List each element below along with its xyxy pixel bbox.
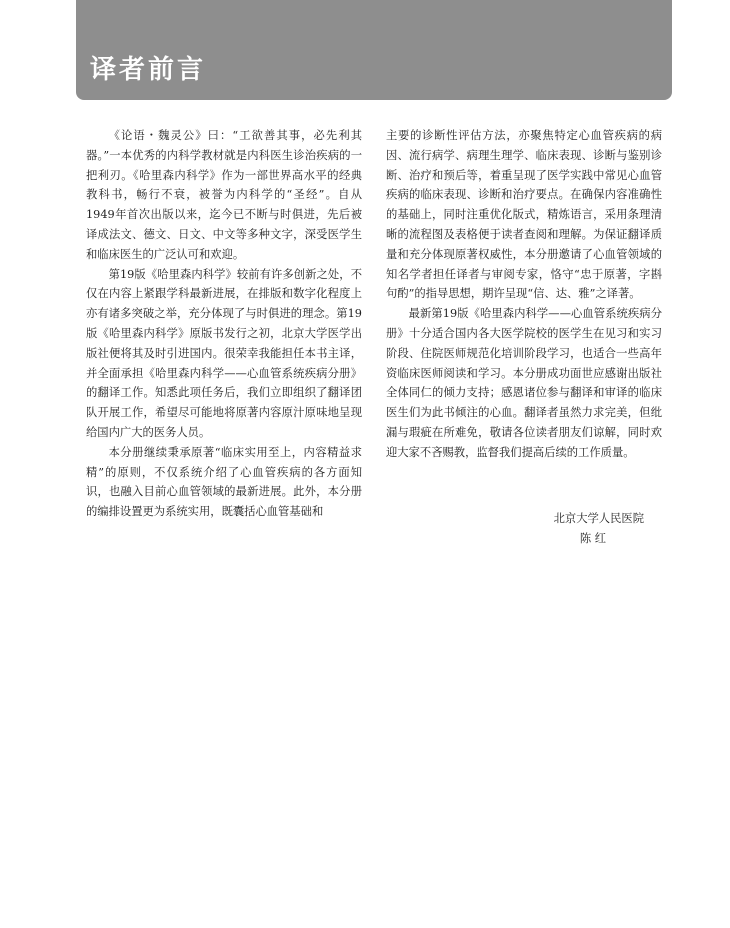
page-title: 译者前言 (90, 55, 207, 85)
paragraph-continued: 主要的诊断性评估方法，亦聚焦特定心血管疾病的病因、流行病学、病理生理学、临床表现、诊断与鉴别诊断、治疗和预后等，着重呈现了医学实践中常见心血管疾病的临床表现、诊断和治疗要点。在确保内容准确性的基础上，同时注重优化版式，精炼语言，采用条理清晰的流程图及表格便于读者查阅和理解。为保证翻译质量和充分体现原著权威性，本分册邀请了心血管领域的知名学者担任译者与审阅专家，恪守“忠于原著，字斟句酌”的指导思想，期许呈现“信、达、雅”之译著。 (386, 129, 662, 301)
signature-institution: 北京大学人民医院 (553, 512, 644, 525)
paragraph: 第19版《哈里森内科学》较前有许多创新之处，不仅在内容上紧跟学科最新进展，在排版和数字化程度上亦有诸多突破之举，充分体现了与时俱进的理念。第19版《哈里森内科学》原版书发行之初，北京大学医学出版社便将其及时引进国内。很荣幸我能担任本书主译，并全面承担《哈里森内科学——心血管系统疾病分册》的翻译工作。知悉此项任务后，我们立即组织了翻译团队开展工作，希望尽可能地将原著内容原汁原味地呈现给国内广大的医务人员。 (86, 267, 362, 439)
left-column (86, 126, 362, 522)
paragraph: 《论语・魏灵公》曰：“工欲善其事，必先利其器。”一本优秀的内科学教材就是内科医生诊治疾病的一把利刃。《哈里森内科学》作为一部世界高水平的经典教科书，畅行不衰，被誉为内科学的“圣经”。自从1949年首次出版以来，迄今已不断与时俱进，先后被译成法文、德文、日文、中文等多种文字，深受医学生和临床医生的广泛认可和欢迎。 (86, 129, 362, 261)
signature-name: 陈 红 (579, 531, 606, 545)
paragraph: 本分册继续秉承原著“临床实用至上，内容精益求精”的原则，不仅系统介绍了心血管疾病的各方面知识，也融入目前心血管领域的最新进展。此外，本分册的编排设置更为系统实用，既囊括心血管基础和 (86, 445, 362, 519)
paragraph: 最新第19版《哈里森内科学——心血管系统疾病分册》十分适合国内各大医学院校的医学生在见习和实习阶段、住院医师规范化培训阶段学习，也适合一些高年资临床医师阅读和学习。本分册成功面世应感谢出版社全体同仁的倾力支持；感恩诸位参与翻译和审译的临床医生们为此书倾注的心血。翻译者虽然力求完美，但纰漏与瑕疵在所难免，敬请各位读者朋友们谅解，同时欢迎大家不吝赐教，监督我们提高后续的工作质量。 (386, 307, 662, 459)
signature-block (484, 509, 644, 549)
right-column (386, 126, 662, 463)
header-band (76, 0, 672, 100)
